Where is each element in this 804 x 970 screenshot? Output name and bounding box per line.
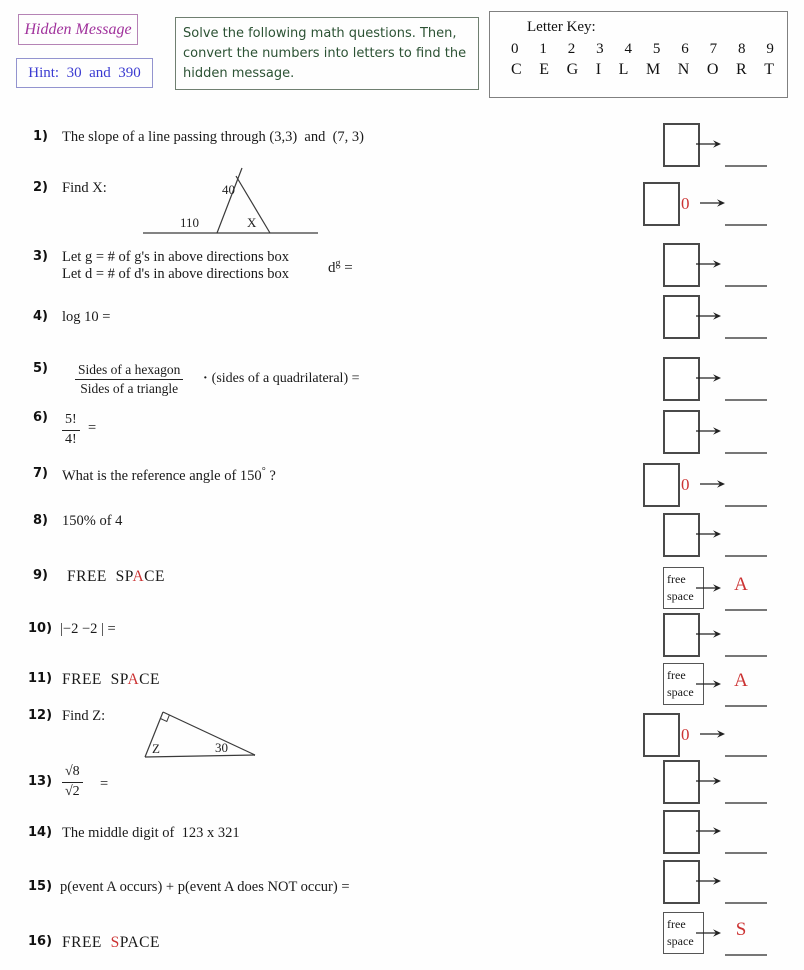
q9-number: 9) — [33, 568, 48, 583]
answer-box-q3[interactable] — [663, 243, 700, 287]
arrow-icon — [696, 928, 722, 938]
answer-blank-line-q9[interactable] — [725, 609, 767, 611]
answer-blank-line-q1[interactable] — [725, 165, 767, 167]
hidden-message-title-box — [18, 14, 138, 45]
key-digit-0: 0 — [511, 41, 519, 57]
letter-key-letters — [490, 61, 787, 79]
q1-text: The slope of a line passing through (3,3) and (7, 3) — [62, 129, 365, 145]
answer-blank-line-q11[interactable] — [725, 705, 767, 707]
q11-red-letter: A — [127, 671, 140, 688]
free-space-label-1: free — [667, 668, 686, 682]
key-letter-1: E — [539, 61, 550, 78]
key-letter-3: I — [595, 61, 602, 78]
arrow-icon — [696, 426, 722, 436]
arrow-icon — [696, 776, 722, 786]
q4-text: log 10 = — [62, 309, 111, 325]
arrow-icon — [696, 826, 722, 836]
free-space-label-2: space — [667, 933, 694, 948]
key-digit-9: 9 — [766, 41, 774, 57]
answer-letter-q9: A — [734, 574, 748, 595]
arrow-icon — [700, 479, 726, 489]
q6-equals: = — [88, 420, 97, 436]
q12-text: Find Z: — [62, 708, 106, 724]
q3-line2: Let d = # of d's in above directions box — [62, 266, 290, 282]
answer-box-q4[interactable] — [663, 295, 700, 339]
arrow-icon — [696, 259, 722, 269]
directions-text: Solve the following math questions. Then, convert the numbers into letters to find the hidden message. — [183, 26, 467, 82]
answer-blank-line-q14[interactable] — [725, 852, 767, 854]
q5-fraction-bottom: Sides of a triangle — [80, 381, 179, 397]
q6-fraction — [62, 412, 80, 449]
q11-number: 11) — [28, 671, 53, 686]
q10-number: 10) — [28, 621, 53, 636]
free-space-label-2: space — [667, 588, 694, 603]
answer-blank-line-q4[interactable] — [725, 337, 767, 339]
q13-fraction-top: √8 — [62, 764, 83, 783]
q12-angle-right: 30 — [215, 740, 228, 755]
answer-blank-line-q3[interactable] — [725, 285, 767, 287]
key-letter-0: C — [511, 61, 522, 78]
printed-zero-q12: 0 — [681, 725, 690, 744]
answer-box-q12[interactable] — [643, 713, 680, 757]
q7-text: What is the reference angle of 150° ? — [62, 466, 276, 484]
free-space-label-2: space — [667, 684, 694, 699]
q12-triangle-diagram — [138, 703, 263, 763]
answer-box-q5[interactable] — [663, 357, 700, 401]
key-digit-6: 6 — [681, 41, 689, 57]
key-letter-2: G — [566, 61, 579, 78]
arrow-icon — [696, 583, 722, 593]
q13-number: 13) — [28, 774, 53, 789]
q5-rest: · (sides of a quadrilateral) = — [203, 371, 360, 386]
hint-box — [16, 58, 153, 88]
letter-key-label: Letter Key: — [527, 19, 596, 35]
q2-angle-apex: 40 — [222, 182, 235, 197]
arrow-icon — [696, 629, 722, 639]
answer-blank-line-q15[interactable] — [725, 902, 767, 904]
answer-box-q8[interactable] — [663, 513, 700, 557]
printed-zero-q7: 0 — [681, 475, 690, 494]
q2-number: 2) — [33, 180, 48, 195]
page-title: Hidden Message — [24, 20, 132, 38]
q8-number: 8) — [33, 513, 48, 528]
key-letter-9: T — [764, 61, 774, 78]
arrow-icon — [696, 373, 722, 383]
q16-text: FREE SPACE — [62, 934, 160, 951]
q13-fraction — [62, 764, 83, 801]
key-digit-3: 3 — [596, 41, 604, 57]
q15-number: 15) — [28, 879, 53, 894]
answer-box-q2[interactable] — [643, 182, 680, 226]
answer-blank-line-q10[interactable] — [725, 655, 767, 657]
letter-key-digits — [490, 41, 787, 58]
answer-letter-q16: S — [735, 919, 747, 940]
q5-fraction — [75, 362, 183, 397]
answer-letter-q11: A — [734, 670, 748, 691]
key-letter-8: R — [735, 61, 747, 78]
q11-text: FREE SPACE — [62, 671, 160, 688]
q15-text: p(event A occurs) + p(event A does NOT occur) = — [60, 879, 350, 895]
answer-blank-line-q12[interactable] — [725, 755, 767, 757]
q9-text: FREE SPACE — [67, 568, 165, 585]
key-digit-8: 8 — [738, 41, 746, 57]
answer-blank-line-q2[interactable] — [725, 224, 767, 226]
answer-blank-line-q8[interactable] — [725, 555, 767, 557]
key-digit-1: 1 — [539, 41, 547, 57]
answer-blank-line-q13[interactable] — [725, 802, 767, 804]
q6-number: 6) — [33, 410, 48, 425]
free-space-label-1: free — [667, 917, 686, 931]
q9-red-letter: A — [132, 568, 145, 585]
key-letter-5: M — [645, 61, 661, 78]
q6-fraction-bottom: 4! — [65, 431, 77, 447]
q16-red-letter: S — [110, 934, 120, 951]
q3-line1: Let g = # of g's in above directions box — [62, 249, 290, 265]
answer-blank-line-q5[interactable] — [725, 399, 767, 401]
q13-fraction-bottom: √2 — [65, 783, 80, 799]
answer-box-q13[interactable] — [663, 760, 700, 804]
arrow-icon — [696, 139, 722, 149]
q2-angle-right: X — [247, 215, 257, 230]
q13-equals: = — [100, 776, 109, 792]
q2-angle-left: 110 — [180, 215, 200, 230]
answer-blank-line-q16[interactable] — [725, 954, 767, 956]
q7-number: 7) — [33, 466, 48, 481]
q5-number: 5) — [33, 361, 48, 376]
answer-blank-line-q7[interactable] — [725, 505, 767, 507]
q2-text: Find X: — [62, 180, 107, 196]
q3-number: 3) — [33, 249, 48, 264]
arrow-icon — [696, 311, 722, 321]
q4-number: 4) — [33, 309, 48, 324]
q8-text: 150% of 4 — [62, 513, 123, 529]
directions-box — [175, 17, 479, 90]
answer-blank-line-q6[interactable] — [725, 452, 767, 454]
key-letter-6: N — [677, 61, 690, 78]
q14-number: 14) — [28, 825, 53, 840]
q2-triangle-diagram — [140, 166, 325, 238]
q3-expression: $d^g$ = — [328, 258, 353, 276]
answer-box-q10[interactable] — [663, 613, 700, 657]
arrow-icon — [700, 198, 726, 208]
key-digit-2: 2 — [567, 41, 576, 57]
q1-number: 1) — [33, 129, 48, 144]
answer-box-q7[interactable] — [643, 463, 680, 507]
answer-box-q1[interactable] — [663, 123, 700, 167]
printed-zero-q2: 0 — [681, 194, 690, 213]
arrow-icon — [696, 529, 722, 539]
letter-key-box — [489, 11, 788, 98]
q12-angle-left: Z — [152, 741, 160, 756]
q14-text: The middle digit of 123 x 321 — [62, 825, 240, 841]
arrow-icon — [696, 679, 722, 689]
answer-box-q14[interactable] — [663, 810, 700, 854]
arrow-icon — [696, 876, 722, 886]
free-space-label-1: free — [667, 572, 686, 586]
q16-number: 16) — [28, 934, 53, 949]
key-letter-4: L — [618, 61, 629, 78]
key-digit-7: 7 — [709, 41, 718, 57]
q12-number: 12) — [28, 708, 53, 723]
key-digit-5: 5 — [652, 41, 661, 57]
answer-box-q15[interactable] — [663, 860, 700, 904]
hint-text: Hint: 30 and 390 — [28, 64, 141, 81]
q6-fraction-top: 5! — [62, 412, 80, 431]
answer-box-q6[interactable] — [663, 410, 700, 454]
q5-fraction-top: Sides of a hexagon — [75, 362, 183, 380]
arrow-icon — [700, 729, 726, 739]
key-letter-7: O — [706, 61, 719, 78]
q10-text: |−2 −2 | = — [60, 621, 116, 637]
key-digit-4: 4 — [624, 41, 632, 57]
